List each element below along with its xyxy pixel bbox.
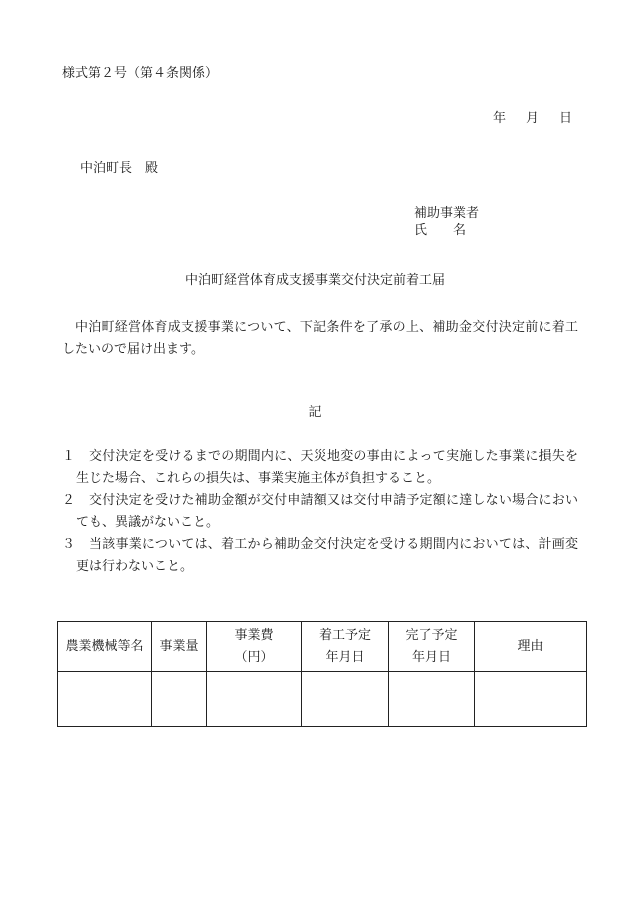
header-cost: 事業費 （円）: [207, 622, 302, 672]
date-year: 年: [492, 111, 506, 126]
cell-cost[interactable]: [207, 672, 302, 727]
cell-reason[interactable]: [475, 672, 587, 727]
cell-machine-name[interactable]: [58, 672, 152, 727]
document-title: 中泊町経営体育成支援事業交付決定前着工届: [184, 273, 445, 288]
cell-start-date[interactable]: [302, 672, 389, 727]
intro-paragraph: 中泊町経営体育成支援事業について、下記条件を了承の上、補助金交付決定前に着工したいので届け出ます。: [62, 320, 578, 357]
date-line: [493, 109, 572, 129]
condition-number: １: [62, 449, 76, 464]
equipment-table: [57, 621, 587, 727]
condition-item: [62, 490, 578, 534]
condition-number: ３: [62, 537, 76, 552]
date-day: 日: [558, 111, 572, 126]
header-start-date: 着工予定 年月日: [302, 622, 389, 672]
table-header-row: [58, 622, 587, 672]
addressee: 中泊町長 殿: [80, 161, 159, 176]
condition-item: [62, 446, 578, 490]
applicant-block: [414, 205, 479, 239]
applicant-label: 補助事業者: [414, 206, 480, 221]
header-machine-name: 農業機械等名: [58, 622, 152, 672]
condition-text: 交付決定を受けるまでの期間内に、天災地変の事由によって実施した事業に損失を生じた場合、これらの損失は、事業実施主体が負担すること。: [76, 449, 578, 486]
condition-text: 交付決定を受けた補助金額が交付申請額又は交付申請予定額に達しない場合においても、異議がないこと。: [76, 493, 578, 530]
cell-quantity[interactable]: [152, 672, 207, 727]
condition-text: 当該事業については、着工から補助金交付決定を受ける期間内においては、計画変更は行わないこと。: [76, 537, 578, 574]
header-reason: 理由: [475, 622, 587, 672]
condition-number: ２: [62, 493, 76, 508]
condition-item: [62, 534, 578, 578]
conditions-list: [62, 446, 578, 578]
form-number: 様式第２号（第４条関係）: [62, 66, 219, 81]
header-quantity: 事業量: [152, 622, 207, 672]
table-row: [58, 672, 587, 727]
cell-end-date[interactable]: [389, 672, 475, 727]
ki-heading: 記: [308, 405, 322, 420]
applicant-name-label: 氏 名: [414, 223, 467, 238]
date-month: 月: [525, 111, 539, 126]
header-end-date: 完了予定 年月日: [389, 622, 475, 672]
